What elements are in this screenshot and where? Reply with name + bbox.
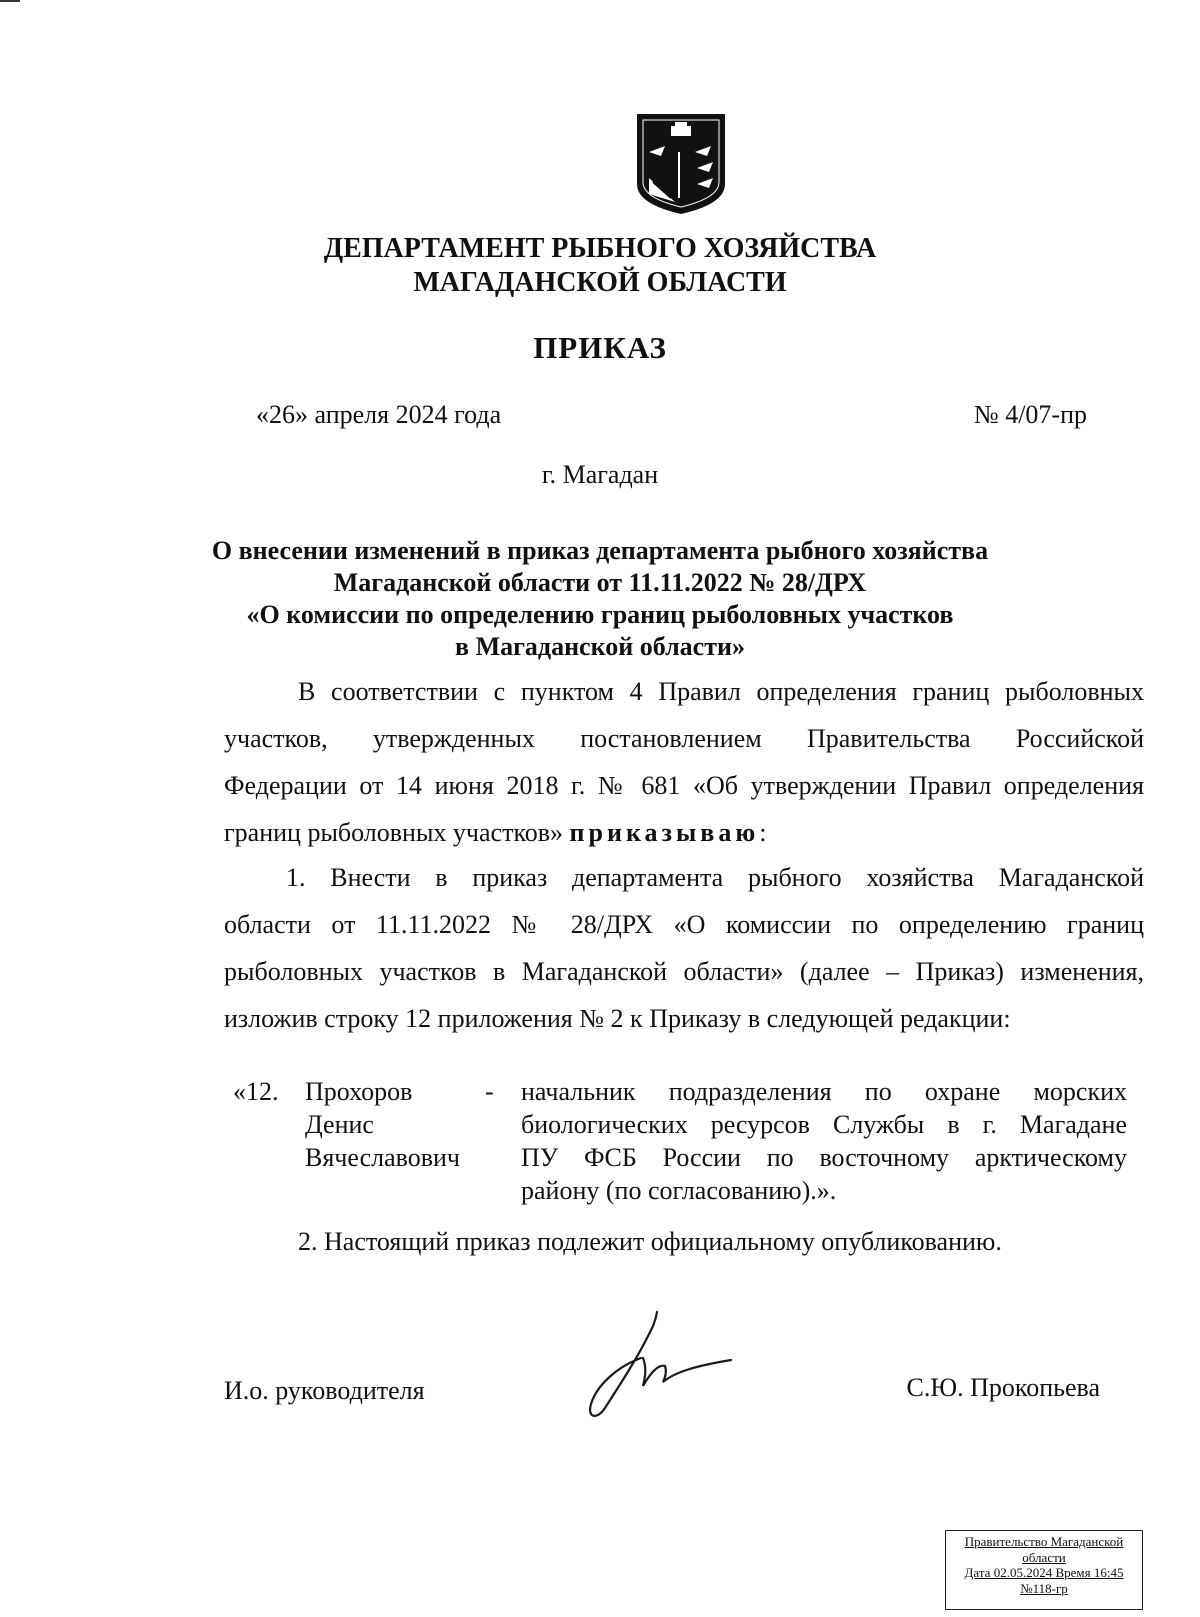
handwritten-signature <box>585 1310 735 1425</box>
stamp-line4: №118-гр <box>1020 1580 1068 1596</box>
title-line2: Магаданской области от 11.11.2022 № 28/ДРХ <box>333 568 867 597</box>
row-dash: - <box>485 1077 494 1106</box>
member-patronymic: Вячеславович <box>305 1143 460 1172</box>
stamp-line1: Правительство Магаданской <box>964 1534 1124 1549</box>
item1-line4: изложив строку 12 приложения № 2 к Приказу в следующей редакции: <box>224 1004 1011 1033</box>
item1-line1: 1. Внести в приказ департамента рыбного хозяйства Магаданской <box>286 863 1144 892</box>
row-number: «12. <box>233 1077 279 1106</box>
preamble-line4-text: границ рыболовных участков» <box>224 818 564 847</box>
preamble-paragraph <box>224 668 1144 856</box>
registration-stamp <box>945 1530 1143 1610</box>
document-date: «26» апреля 2024 года <box>256 400 502 429</box>
scan-edge-mark <box>0 0 20 2</box>
item1-line3: рыболовных участков в Магаданской области» (далее – Приказ) изменения, <box>224 957 1144 986</box>
preamble-line4 <box>224 809 1144 856</box>
member-name <box>305 1075 475 1174</box>
title-line1: О внесении изменений в приказ департамента рыбного хозяйства <box>211 536 989 565</box>
preamble-line3: Федерации от 14 июня 2018 г. № 681 «Об утверждении Правил определения <box>224 771 1144 800</box>
document-title <box>200 535 1000 663</box>
position-line1: начальник подразделения по охране морских <box>521 1077 1127 1106</box>
signatory-name: С.Ю. Прокопьева <box>906 1373 1100 1402</box>
stamp-line3: Дата 02.05.2024 Время 16:45 <box>964 1565 1124 1580</box>
item1-line2: области от 11.11.2022 № 28/ДРХ «О комиссии по определению границ <box>224 910 1144 939</box>
department-name-line2: МАГАДАНСКОЙ ОБЛАСТИ <box>413 267 787 298</box>
item-2-paragraph: 2. Настоящий приказ подлежит официальному опубликованию. <box>298 1227 1002 1256</box>
item-1-paragraph <box>224 854 1144 1042</box>
position-line3: ПУ ФСБ России по восточному арктическому <box>521 1143 1127 1172</box>
document-type: ПРИКАЗ <box>533 330 667 365</box>
preamble-line2: участков, утвержденных постановлением Правительства Российской <box>224 724 1144 753</box>
position-line2: биологических ресурсов Службы в г. Магадане <box>521 1110 1127 1139</box>
department-name-line1: ДЕПАРТАМЕНТ РЫБНОГО ХОЗЯЙСТВА <box>323 233 877 264</box>
member-position <box>521 1075 1127 1207</box>
order-verb: приказываю <box>569 818 760 847</box>
preamble-line4-end: : <box>759 818 767 847</box>
department-name <box>300 232 900 300</box>
document-city: г. Магадан <box>541 460 659 489</box>
title-line4: в Магаданской области» <box>455 632 745 661</box>
document-number: № 4/07-пр <box>973 400 1087 429</box>
signatory-role: И.о. руководителя <box>224 1376 425 1405</box>
preamble-line1: В соответствии с пунктом 4 Правил определения границ рыболовных <box>298 677 1144 706</box>
coat-of-arms-icon <box>635 112 727 216</box>
member-surname: Прохоров <box>305 1077 413 1106</box>
position-line4: району (по согласованию).». <box>521 1176 837 1205</box>
member-first-name: Денис <box>305 1110 374 1139</box>
stamp-line2: области <box>1022 1549 1066 1565</box>
title-line3: «О комиссии по определению границ рыболовных участков <box>246 600 954 629</box>
